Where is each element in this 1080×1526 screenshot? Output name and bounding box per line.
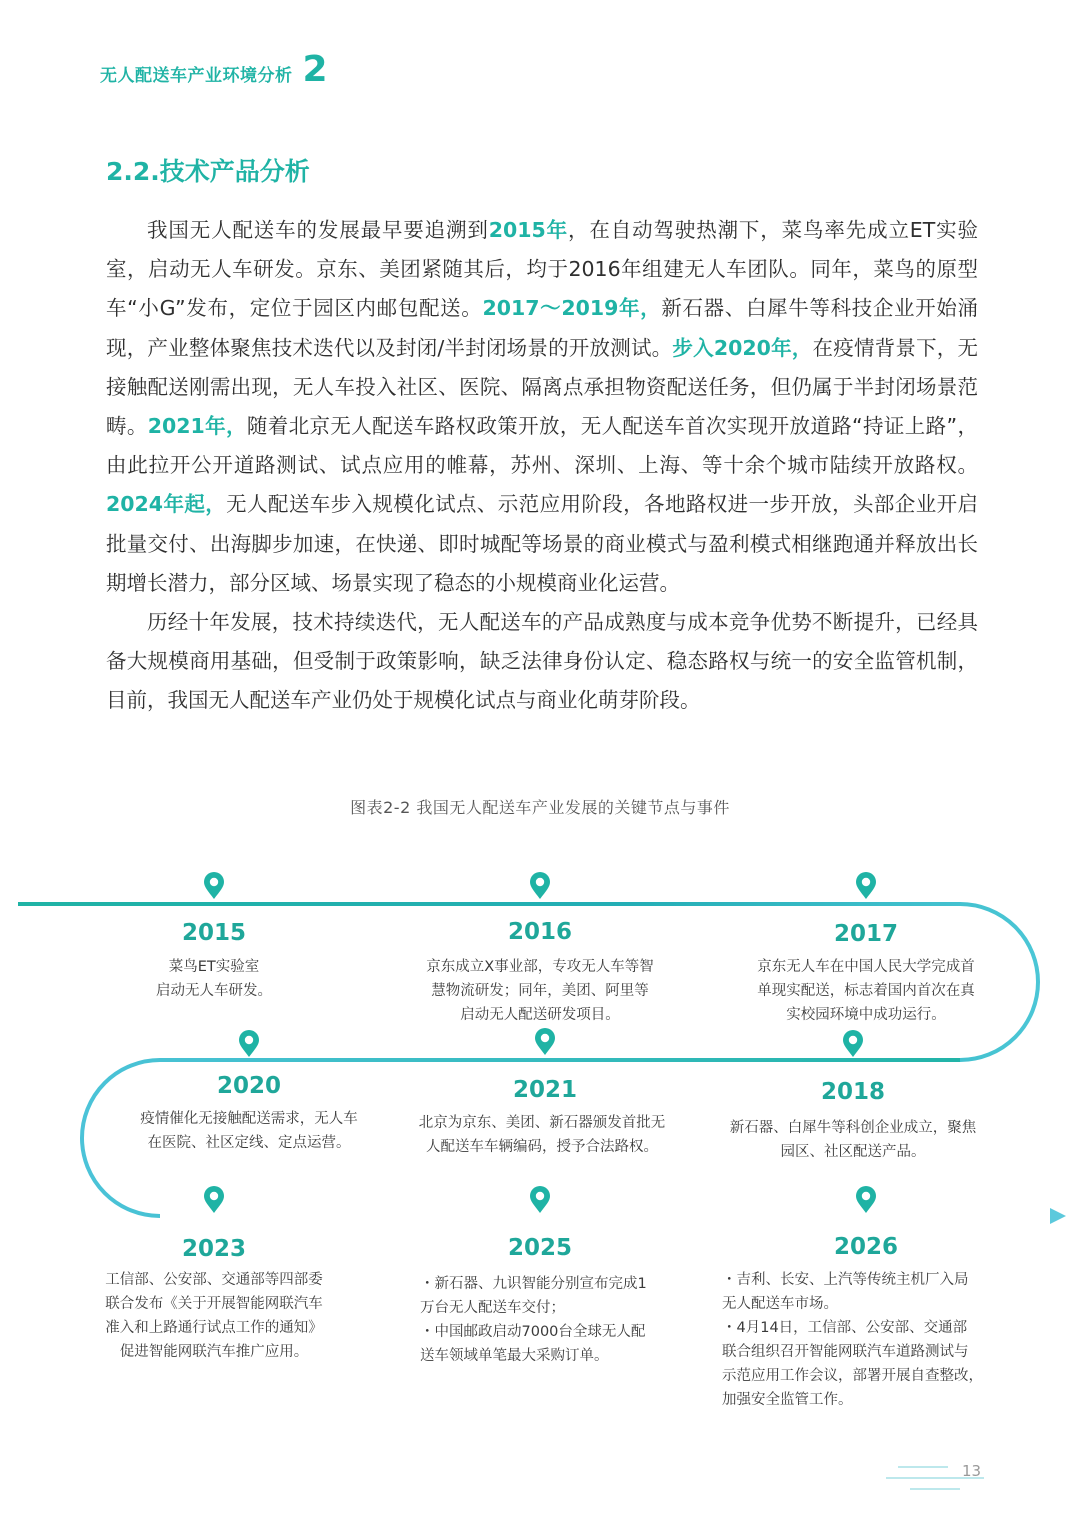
timeline-event-text	[420, 1272, 680, 1368]
timeline-year: 2015	[181, 920, 246, 946]
paragraph-text: 随着北京无人配送车路权政策开放，无人配送车首次实现开放道路“持证上路”，由此拉开公开道路测试、试点应用的帷幕，苏州、深圳、上海、等十余个城市陆续开放路权。	[106, 414, 978, 478]
timeline-event-text	[722, 1268, 1002, 1412]
highlight-text: 2017～2019年，	[482, 296, 662, 321]
page-number: 13	[962, 1462, 982, 1480]
highlight-text: 步入2020年，	[672, 335, 813, 360]
event-line: 准入和上路通行试点工作的通知》	[105, 1320, 323, 1336]
highlight-text: 2021年，	[147, 414, 247, 439]
location-pin-icon	[535, 1028, 555, 1055]
event-line: 人配送车车辆编码，授予合法路权。	[426, 1139, 658, 1155]
timeline-year: 2016	[507, 919, 572, 945]
location-pin-icon	[530, 872, 550, 899]
event-line: 新石器、白犀牛等科创企业成立，聚焦	[729, 1120, 977, 1136]
location-pin-icon	[239, 1030, 259, 1057]
timeline-event-text	[124, 1107, 374, 1155]
event-line: 无人配送车市场。	[722, 1296, 838, 1312]
location-pin-icon	[856, 872, 876, 899]
location-pin-icon	[204, 872, 224, 899]
event-line: 慧物流研发；同年，美团、阿里等	[431, 983, 649, 999]
timeline-year: 2026	[833, 1234, 898, 1260]
event-line: 实校园环境中成功运行。	[786, 1007, 946, 1023]
paragraph-text: ，在自动驾驶热潮下，菜鸟率先成立ET实验室，启动无人车研发。京东、美团紧随其后，均于2016年组建无人车团队。同年，菜鸟的原型车“小G”发布，定位于园区内邮包配送。	[106, 218, 978, 321]
timeline-event-text	[407, 1111, 677, 1159]
event-line: 园区、社区配送产品。	[780, 1144, 926, 1160]
location-pin-icon	[843, 1030, 863, 1057]
highlight-text: 2024年起，	[106, 492, 227, 517]
event-line: 万台无人配送车交付；	[420, 1300, 565, 1316]
timeline-event-text	[741, 955, 991, 1027]
timeline-year: 2021	[512, 1077, 577, 1103]
timeline-event-text	[703, 1116, 1003, 1164]
figure-caption: 图表2-2 我国无人配送车产业发展的关键节点与事件	[350, 798, 730, 817]
event-line: 联合发布《关于开展智能网联汽车	[105, 1296, 323, 1312]
location-pin-icon	[856, 1186, 876, 1213]
event-line: 疫情催化无接触配送需求，无人车	[140, 1111, 358, 1127]
section-title: 2.2.技术产品分析	[106, 157, 310, 186]
event-line: 京东成立X事业部，专攻无人车等智	[426, 959, 654, 975]
event-line: 北京为京东、美团、新石器颁发首批无	[418, 1115, 666, 1131]
event-line: 联合组织召开智能网联汽车道路测试与	[722, 1344, 969, 1360]
event-line: ・4月14日，工信部、公安部、交通部	[722, 1320, 968, 1336]
event-line: 单现实配送，标志着国内首次在真	[757, 983, 975, 999]
paragraph-text: 无人配送车步入规模化试点、示范应用阶段，各地路权进一步开放，头部企业开启批量交付、出海脚步加速，在快递、即时城配等场景的商业模式与盈利模式相继跑通并释放出长期增长潜力，部分区域、场景实现了稳态的小规模商业化运营。	[106, 492, 978, 595]
event-line: 促进智能网联汽车推广应用。	[119, 1344, 309, 1360]
event-line: 示范应用工作会议，部署开展自查整改，	[722, 1368, 983, 1384]
paragraph-text: 我国无人配送车的发展最早要追溯到	[147, 218, 489, 242]
event-line: 启动无人车研发。	[156, 983, 272, 999]
event-line: 加强安全监管工作。	[722, 1392, 853, 1408]
event-line: 送车领域单笔最大采购订单。	[420, 1348, 609, 1364]
event-line: 工信部、公安部、交通部等四部委	[105, 1272, 323, 1288]
timeline-arrowhead	[1050, 1208, 1066, 1224]
timeline-year: 2017	[833, 921, 898, 947]
event-line: ・新石器、九识智能分别宣布完成1	[420, 1276, 647, 1292]
chapter-number: 2	[302, 49, 328, 90]
event-line: 京东无人车在中国人民大学完成首	[757, 959, 975, 975]
event-line: 在医院、社区定线、定点运营。	[147, 1135, 351, 1151]
highlight-text: 2015年	[488, 218, 569, 242]
location-pin-icon	[530, 1186, 550, 1213]
event-line: 菜鸟ET实验室	[168, 959, 260, 975]
paragraph-text: 新石器、白犀牛等科技企业开始涌现，产业整体聚焦技术迭代以及封闭/半封闭场景的开放测试。	[106, 296, 978, 360]
event-line: ・吉利、长安、上汽等传统主机厂入局	[722, 1272, 969, 1288]
timeline-year: 2018	[820, 1079, 885, 1105]
timeline-event-text	[94, 1268, 334, 1364]
timeline-year: 2023	[181, 1236, 246, 1262]
timeline-event-text	[415, 955, 665, 1027]
event-line: ・中国邮政启动7000台全球无人配	[420, 1324, 646, 1340]
timeline-year: 2025	[507, 1235, 572, 1261]
paragraph-text: 在疫情背景下，无接触配送刚需出现，无人车投入社区、医院、隔离点承担物资配送任务，但仍属于半封闭场景范畴。	[106, 335, 979, 439]
event-line: 启动无人配送研发项目。	[460, 1007, 620, 1023]
header-title: 无人配送车产业环境分析	[100, 66, 293, 86]
paragraph-text: 历经十年发展，技术持续迭代，无人配送车的产品成熟度与成本竞争优势不断提升，已经具备大规模商用基础，但受制于政策影响，缺乏法律身份认定、稳态路权与统一的安全监管机制，目前，我国无人配送车产业仍处于规模化试点与商业化萌芽阶段。	[106, 610, 978, 713]
timeline-year: 2020	[216, 1073, 281, 1099]
location-pin-icon	[204, 1186, 224, 1213]
timeline-event-text	[94, 955, 334, 1003]
